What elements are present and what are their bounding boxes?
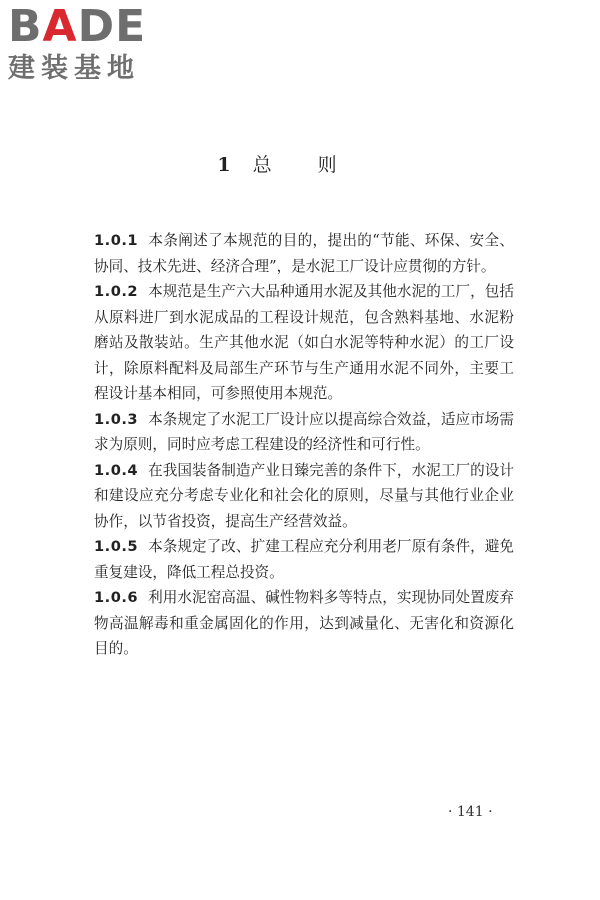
clause-number: 1.0.2 xyxy=(94,283,139,300)
bade-logo xyxy=(8,1,178,86)
clause-1-0-2 xyxy=(94,279,514,407)
clause-1-0-1 xyxy=(94,228,514,279)
logo-subtitle: 建装基地 xyxy=(8,53,140,84)
clause-list xyxy=(94,228,514,662)
clause-text: 在我国装备制造产业日臻完善的条件下，水泥工厂的设计和建设应充分考虑专业化和社会化的原则，尽量与其他行业企业协作，以节省投资，提高生产经营效益。 xyxy=(94,461,514,530)
logo-wordmark xyxy=(8,1,178,52)
clause-1-0-6 xyxy=(94,585,514,662)
clause-1-0-3 xyxy=(94,407,514,458)
clause-text: 本规范是生产六大品种通用水泥及其他水泥的工厂，包括从原料进厂到水泥成品的工程设计规范，包含熟料基地、水泥粉磨站及散装站。生产其他水泥（如白水泥等特种水泥）的工厂设计，除原料配料及局部生产环节与生产通用水泥不同外，主要工程设计基本相同，可参照使用本规范。 xyxy=(94,283,514,402)
clause-number: 1.0.5 xyxy=(94,538,139,555)
clause-number: 1.0.4 xyxy=(94,461,139,479)
clause-number: 1.0.6 xyxy=(94,589,139,606)
chapter-title-text: 总则 xyxy=(252,154,383,176)
logo-letters-de: DE xyxy=(77,1,147,52)
logo-letter-b: B xyxy=(8,1,43,52)
chapter-title xyxy=(0,150,600,180)
clause-text: 利用水泥窑高温、碱性物料多等特点，实现协同处置废弃物高温解毒和重金属固化的作用，达到减量化、无害化和资源化目的。 xyxy=(94,589,514,657)
clause-text: 本条规定了水泥工厂设计应以提高综合效益，适应市场需求为原则，同时应考虑工程建设的经济性和可行性。 xyxy=(94,410,514,453)
page-number: · 141 · xyxy=(448,804,493,820)
chapter-number: 1 xyxy=(217,154,231,176)
clause-1-0-5 xyxy=(94,534,514,585)
clause-1-0-4 xyxy=(94,458,514,535)
logo-letter-a: A xyxy=(42,1,78,52)
clause-text: 本条规定了改、扩建工程应充分利用老厂原有条件，避免重复建设，降低工程总投资。 xyxy=(94,538,514,581)
clause-number: 1.0.1 xyxy=(94,232,139,249)
clause-text: 本条阐述了本规范的目的，提出的“节能、环保、安全、协同、技术先进、经济合理”，是水泥工厂设计应贯彻的方针。 xyxy=(94,232,514,275)
clause-number: 1.0.3 xyxy=(94,410,139,428)
